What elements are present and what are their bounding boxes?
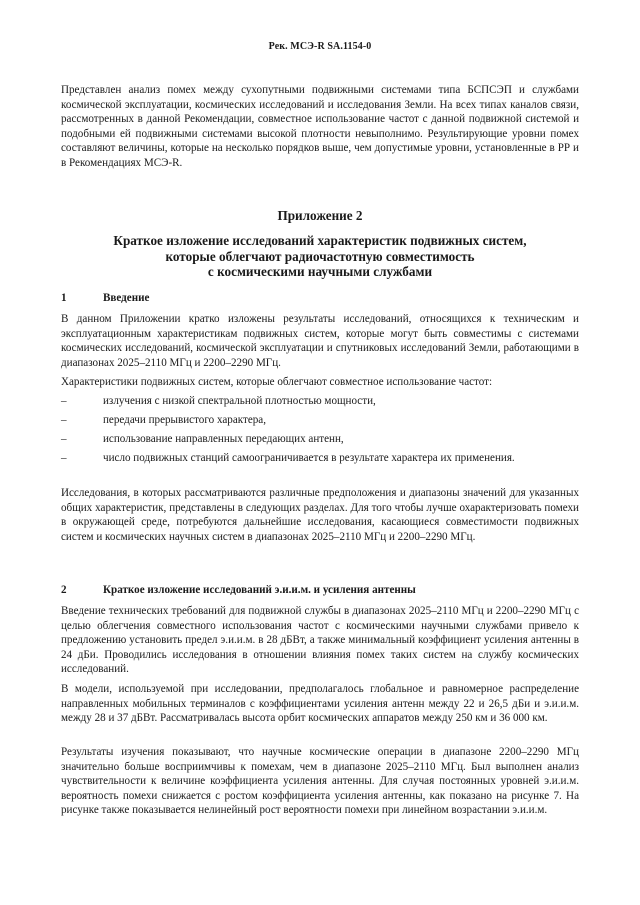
section-1-heading (61, 292, 579, 304)
section-2-title: Краткое изложение исследований э.и.и.м. и усиления антенны (103, 584, 416, 596)
section-2-paragraph-2: В модели, используемой при исследовании, предполагалось глобальное и равномерное распределение направленных мобильных терминалов с коэффициентами усиления антенн между 22 и 26,5 дБи и э.и.и.м. между 28 и 37 дБВт. Рассматривалась высота орбит космических аппаратов между 250 км и 36 000 км. (61, 683, 579, 725)
section-2-heading (61, 584, 579, 596)
annex-subtitle (61, 233, 579, 280)
list-item-text: излучения с низкой спектральной плотностью мощности, (103, 395, 376, 407)
section-1-paragraph-2: Характеристики подвижных систем, которые облегчают совместное использование частот: (61, 376, 493, 388)
list-item-text: передачи прерывистого характера, (103, 414, 267, 426)
list-item-text: использование направленных передающих антенн, (103, 433, 344, 445)
list-dash: – (61, 414, 67, 426)
annex-title: Приложение 2 (277, 208, 363, 223)
running-header: Рек. МСЭ-R SA.1154-0 (268, 41, 372, 52)
section-1-number: 1 (61, 292, 67, 304)
list-item-text: число подвижных станций самоограничивается в результате характера их применения. (103, 452, 515, 464)
section-1-paragraph-3: Исследования, в которых рассматриваются различные предположения и диапазоны значений для указанных общих характеристик, представлены в следующих разделах. Для того чтобы лучше охарактеризовать помехи в окружающей среде, потребуются дальнейшие исследования, касающиеся совместимости подвижных систем и космических научных систем в диапазонах 2025–2110 МГц и 2200–2290 МГц. (61, 487, 579, 543)
section-1-title: Введение (103, 292, 150, 304)
annex-subtitle-line-2: которые облегчают радиочастотную совместимость (165, 248, 475, 264)
annex-subtitle-line-1: Краткое изложение исследований характеристик подвижных систем, (113, 233, 527, 248)
section-2-paragraph-3: Результаты изучения показывают, что научные космические операции в диапазоне 2200–2290 МГц значительно больше восприимчивы к помехам, чем в диапазоне 2025–2110 МГц. Был выполнен анализ чувствительности к величине коэффициента усиления антенны. Для случая постоянных уровней э.и.и.м. вероятность помехи снижается с ростом коэффициента усиления антенны, как показано на рисунке 7. На рисунке также показывается нелинейный рост вероятности помехи при линейном возрастании э.и.и.м. (61, 746, 579, 817)
list-dash: – (61, 395, 67, 407)
section-1-paragraph-1: В данном Приложении кратко изложены результаты исследований, относящихся к техническим и эксплуатационным характеристикам подвижных систем, которые могут быть совместимы с системами космических исследований, космической эксплуатации и спутниковых исследований Земли, работающими в диапазонах 2025–2110 МГц и 2200–2290 МГц. (61, 313, 579, 369)
section-2-number: 2 (61, 584, 67, 596)
section-2-paragraph-1: Введение технических требований для подвижной службы в диапазонах 2025–2110 МГц и 2200–2290 МГц с целью облегчения совместного использования частот с космическими научными службами привело к предложению установить предел э.и.и.м. в 28 дБВт, а также минимальный коэффициент усиления антенны в 24 дБи. Проводились исследования в отношении влияния помех таких систем на службу космических исследований. (61, 605, 579, 676)
annex-subtitle-line-3: с космическими научными службами (207, 264, 433, 280)
list-dash: – (61, 433, 67, 445)
intro-paragraph: Представлен анализ помех между сухопутными подвижными системами типа БСПСЭП и службами космической эксплуатации, космических исследований и исследования Земли. На всех типах каналов связи, рассмотренных в данной Рекомендации, совместное использование частот с данной подвижной системой и подобными ей подвижными системами высокой плотности невыполнимо. Результирующие уровни помех составляют величины, которые на несколько порядков выше, чем допустимые уровни, установленные в РР и в Рекомендациях МСЭ-R. (61, 84, 579, 169)
list-dash: – (61, 452, 67, 464)
